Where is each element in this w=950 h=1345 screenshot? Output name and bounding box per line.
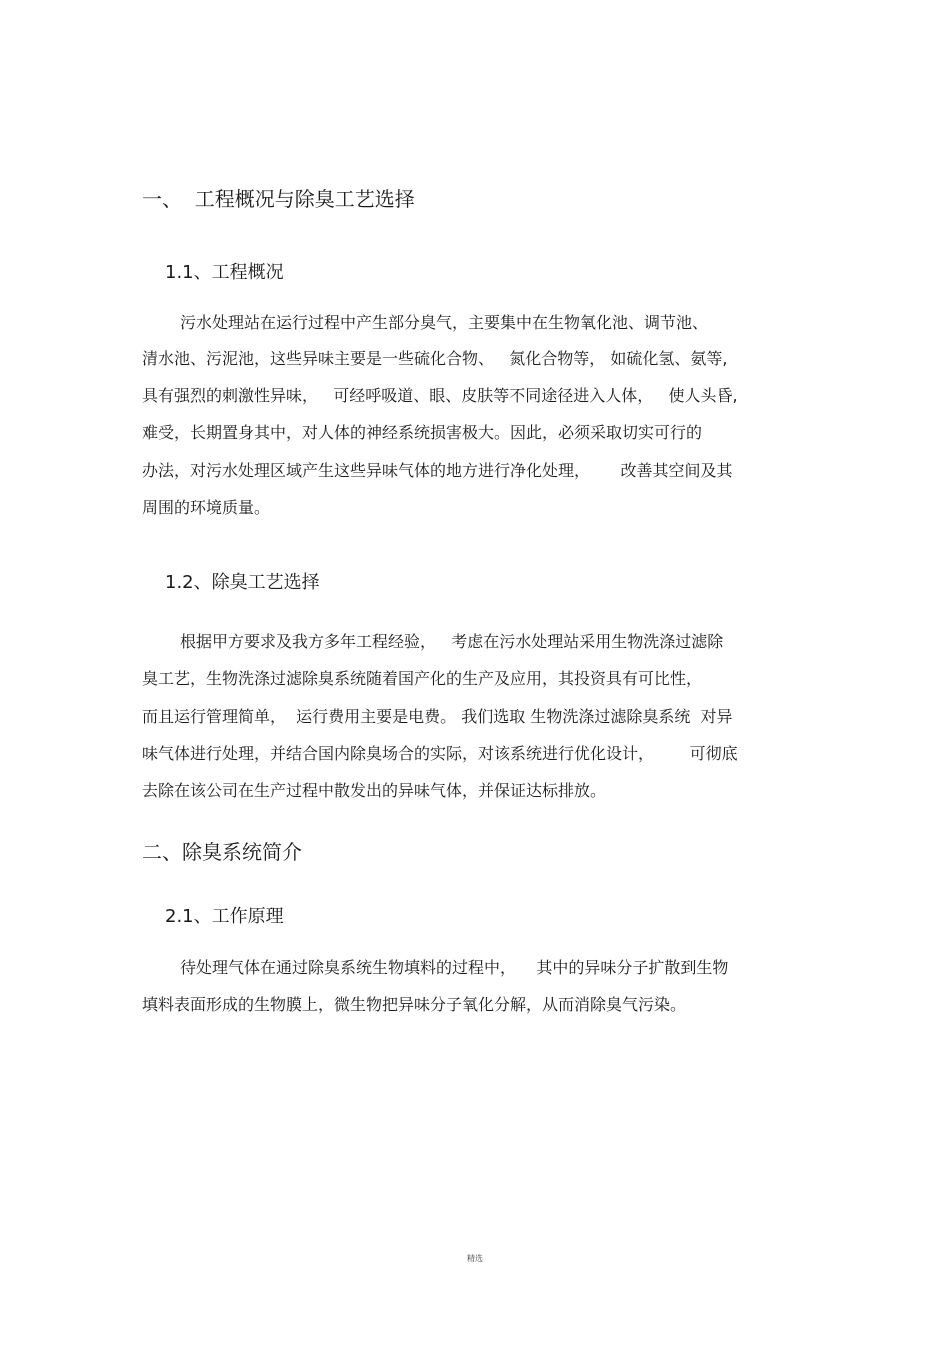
subsection-1-2-heading: 1.2、除臭工艺选择 [165,572,320,593]
section-1-heading: 一、 工程概况与除臭工艺选择 [142,187,415,211]
paragraph-line: 具有强烈的刺激性异味， 可经呼吸道、眼、皮肤等不同途径进入人体， 使人头昏, [142,386,738,405]
paragraph-line: 味气体进行处理，并结合国内除臭场合的实际，对该系统进行优化设计， 可彻底 [142,744,738,763]
paragraph-line: 周围的环境质量。 [142,498,271,517]
paragraph-line: 臭工艺，生物洗涤过滤除臭系统随着国产化的生产及应用，其投资具有可比性， [142,669,703,688]
paragraph-line: 办法，对污水处理区域产生这些异味气体的地方进行净化处理， 改善其空间及其 [142,461,733,480]
paragraph-line: 根据甲方要求及我方多年工程经验， 考虑在污水处理站采用生物洗涤过滤除 [180,632,724,651]
page-footer: 精选 [467,1254,483,1263]
paragraph-line: 去除在该公司在生产过程中散发出的异味气体，并保证达标排放。 [142,781,607,800]
paragraph-line: 难受，长期置身其中，对人体的神经系统损害极大。因此，必须采取切实可行的 [142,423,703,442]
paragraph-line: 填料表面形成的生物膜上，微生物把异味分子氧化分解，从而消除臭气污染。 [142,995,687,1014]
section-2-heading: 二、除臭系统简介 [142,840,302,864]
subsection-2-1-heading: 2.1、工作原理 [165,906,284,927]
subsection-1-1-heading: 1.1、工程概况 [165,262,284,283]
paragraph-line: 清水池、污泥池，这些异味主要是一些硫化合物、 氮化合物等， 如硫化氢、氨等, [142,349,728,368]
paragraph-line: 待处理气体在通过除臭系统生物填料的过程中， 其中的异味分子扩散到生物 [180,958,729,977]
paragraph-line: 污水处理站在运行过程中产生部分臭气，主要集中在生物氧化池、调节池、 [180,313,709,332]
paragraph-line: 而且运行管理简单， 运行费用主要是电费。 我们选取 生物洗涤过滤除臭系统 对异 [142,707,733,726]
